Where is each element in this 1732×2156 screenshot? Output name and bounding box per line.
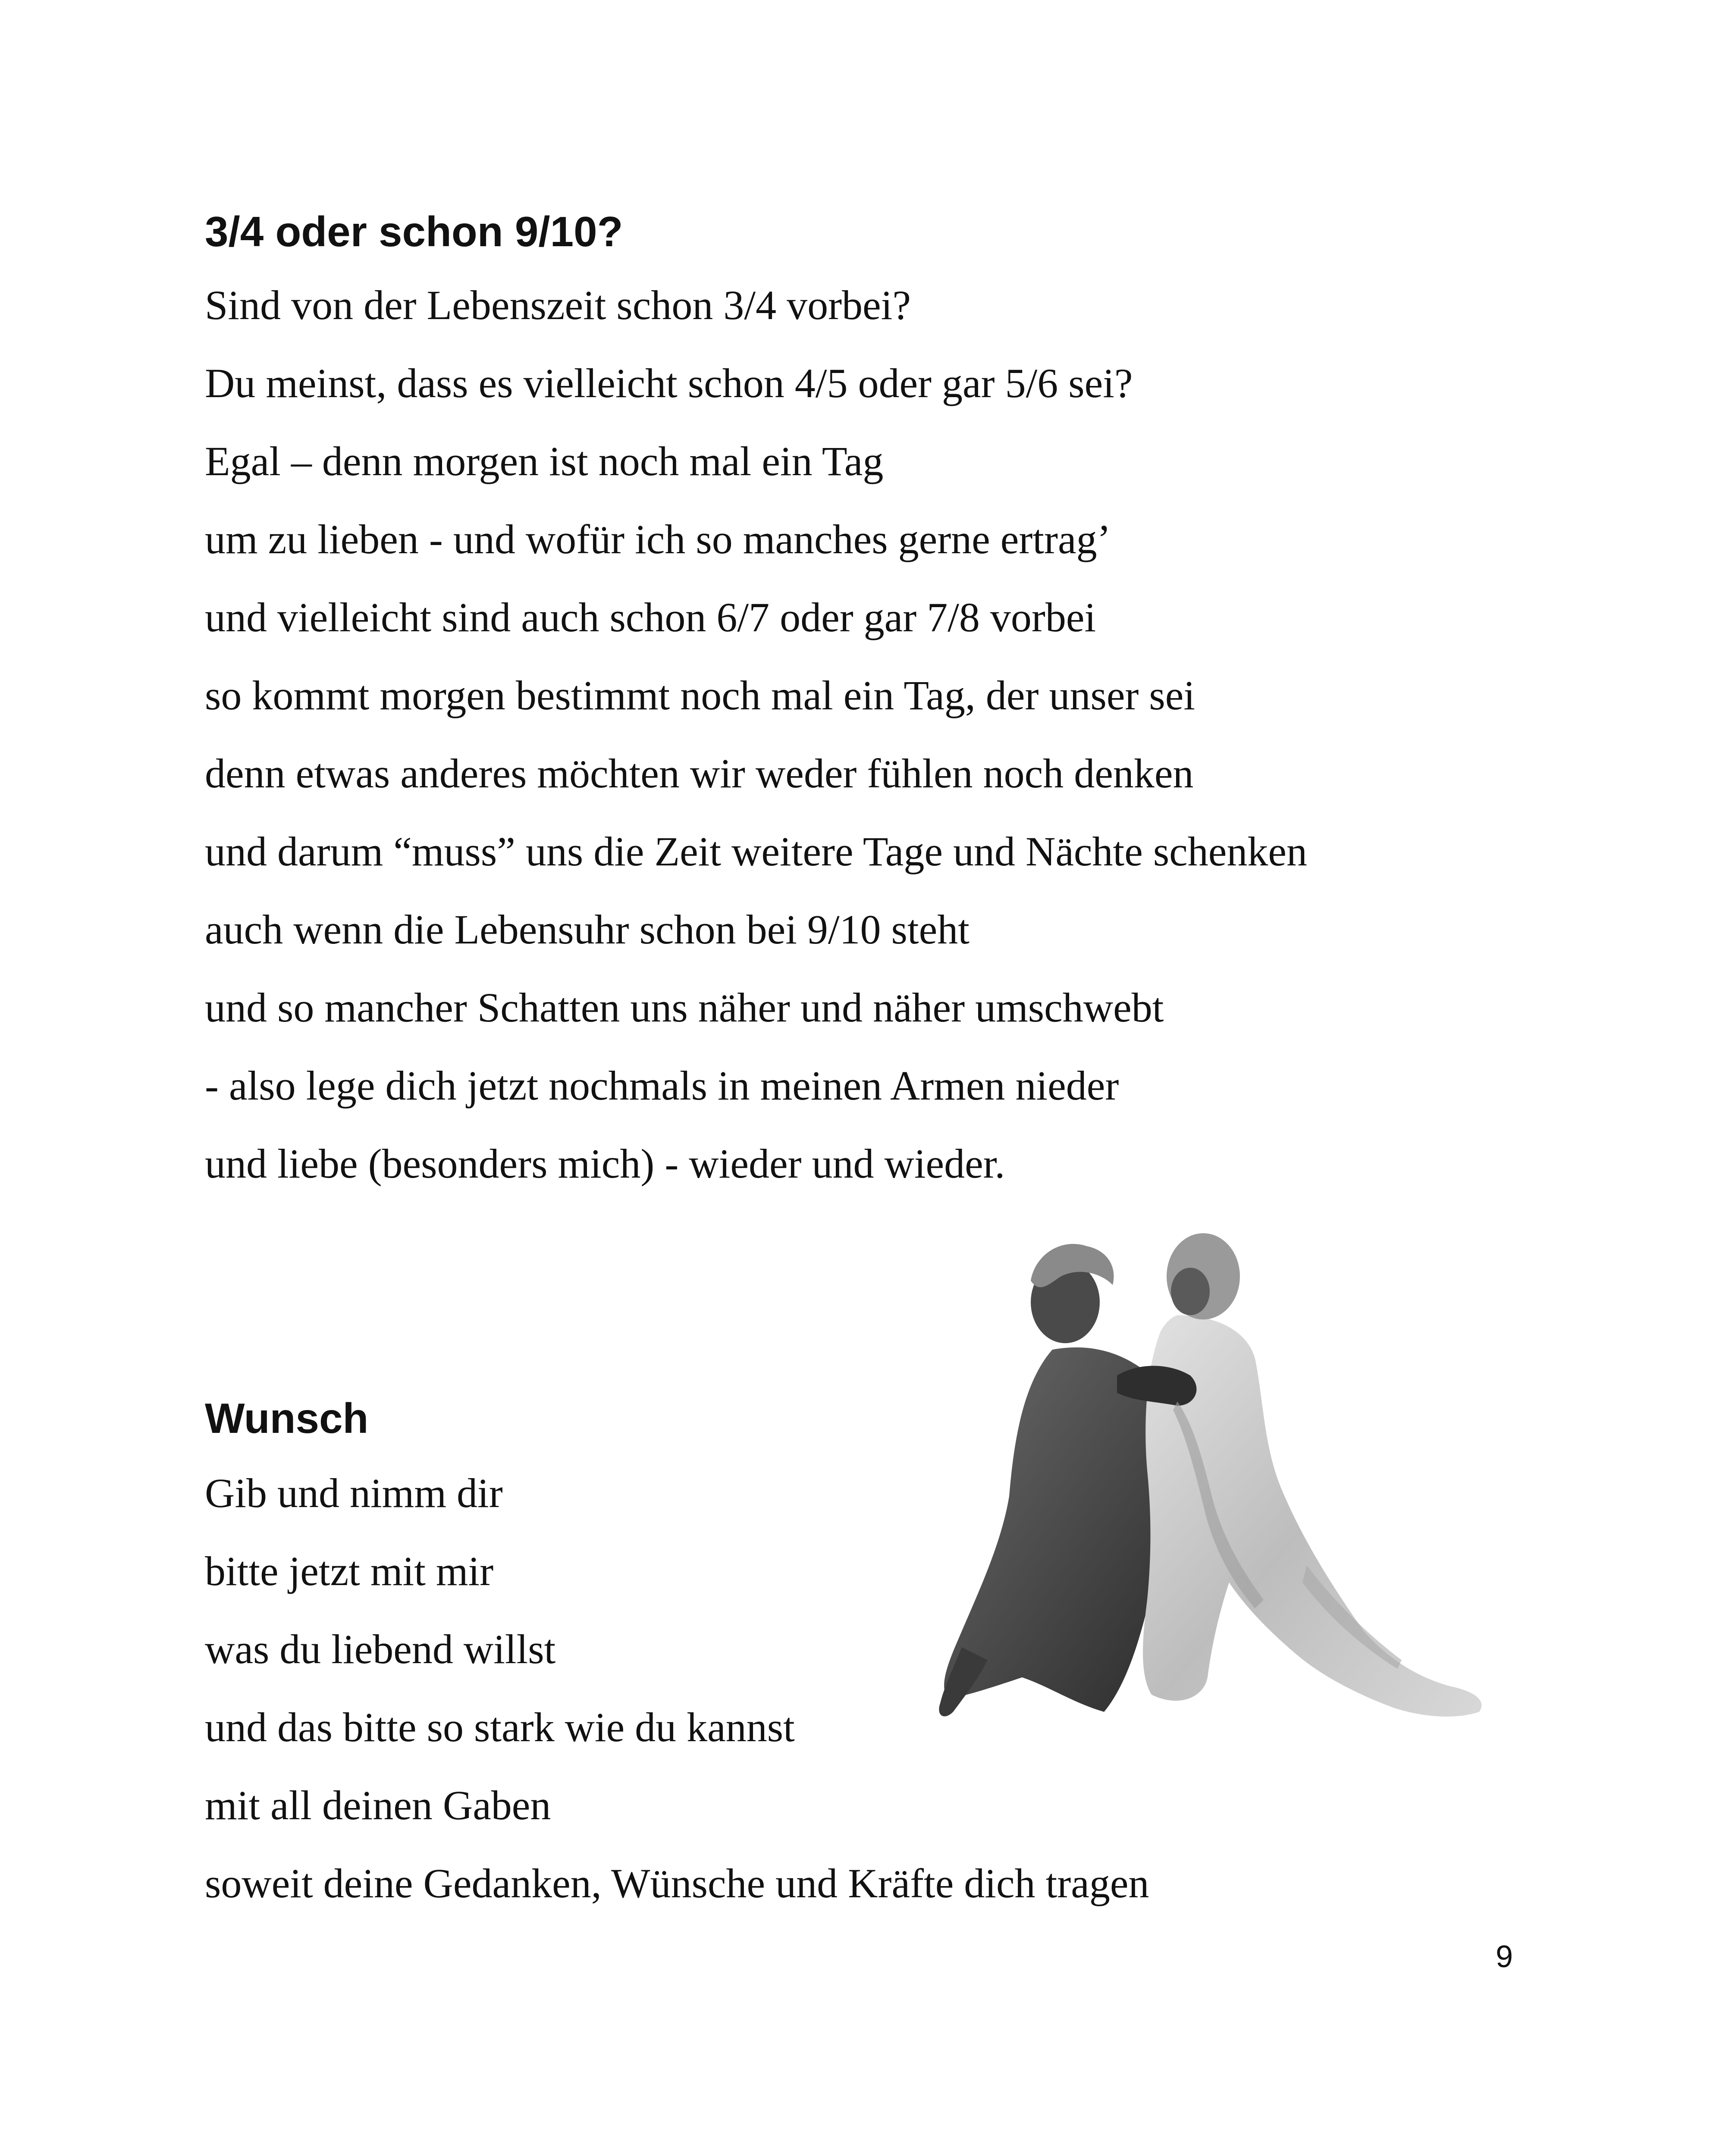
poem-line: und so mancher Schatten uns näher und näher umschwebt	[205, 984, 1164, 1031]
poem-line: mit all deinen Gaben	[205, 1782, 551, 1828]
poem-line: und das bitte so stark wie du kannst	[205, 1704, 795, 1750]
poem-line: und vielleicht sind auch schon 6/7 oder gar 7/8 vorbei	[205, 594, 1096, 640]
poem-line: und darum “muss” uns die Zeit weitere Tage und Nächte schenken	[205, 828, 1307, 874]
poem-line: soweit deine Gedanken, Wünsche und Kräfte dich tragen	[205, 1860, 1149, 1906]
poem-line: Sind von der Lebenszeit schon 3/4 vorbei?	[205, 282, 911, 328]
poem-line: um zu lieben - und wofür ich so manches gerne ertrag’	[205, 516, 1111, 562]
page-number: 9	[1496, 1940, 1513, 1974]
poem-line: bitte jetzt mit mir	[205, 1548, 494, 1594]
poem-line: und liebe (besonders mich) - wieder und wieder.	[205, 1141, 1005, 1187]
poem-line: - also lege dich jetzt nochmals in meinen Armen nieder	[205, 1062, 1119, 1109]
poem-line: Du meinst, dass es vielleicht schon 4/5 oder gar 5/6 sei?	[205, 360, 1133, 406]
poem-title: 3/4 oder schon 9/10?	[205, 208, 623, 255]
poem-line: denn etwas anderes möchten wir weder fühlen noch denken	[205, 750, 1194, 796]
man-face-shade	[1171, 1268, 1210, 1315]
poem-line: was du liebend willst	[205, 1626, 556, 1672]
poem-line: auch wenn die Lebensuhr schon bei 9/10 steht	[205, 906, 970, 953]
poem-line: so kommt morgen bestimmt noch mal ein Tag, der unser sei	[205, 672, 1195, 718]
dancing-couple-illustration	[936, 1220, 1531, 1794]
poem-line: Egal – denn morgen ist noch mal ein Tag	[205, 438, 884, 484]
man-suit-shape	[1143, 1315, 1481, 1717]
poem-line: Gib und nimm dir	[205, 1470, 503, 1516]
poem-title: Wunsch	[205, 1395, 369, 1442]
